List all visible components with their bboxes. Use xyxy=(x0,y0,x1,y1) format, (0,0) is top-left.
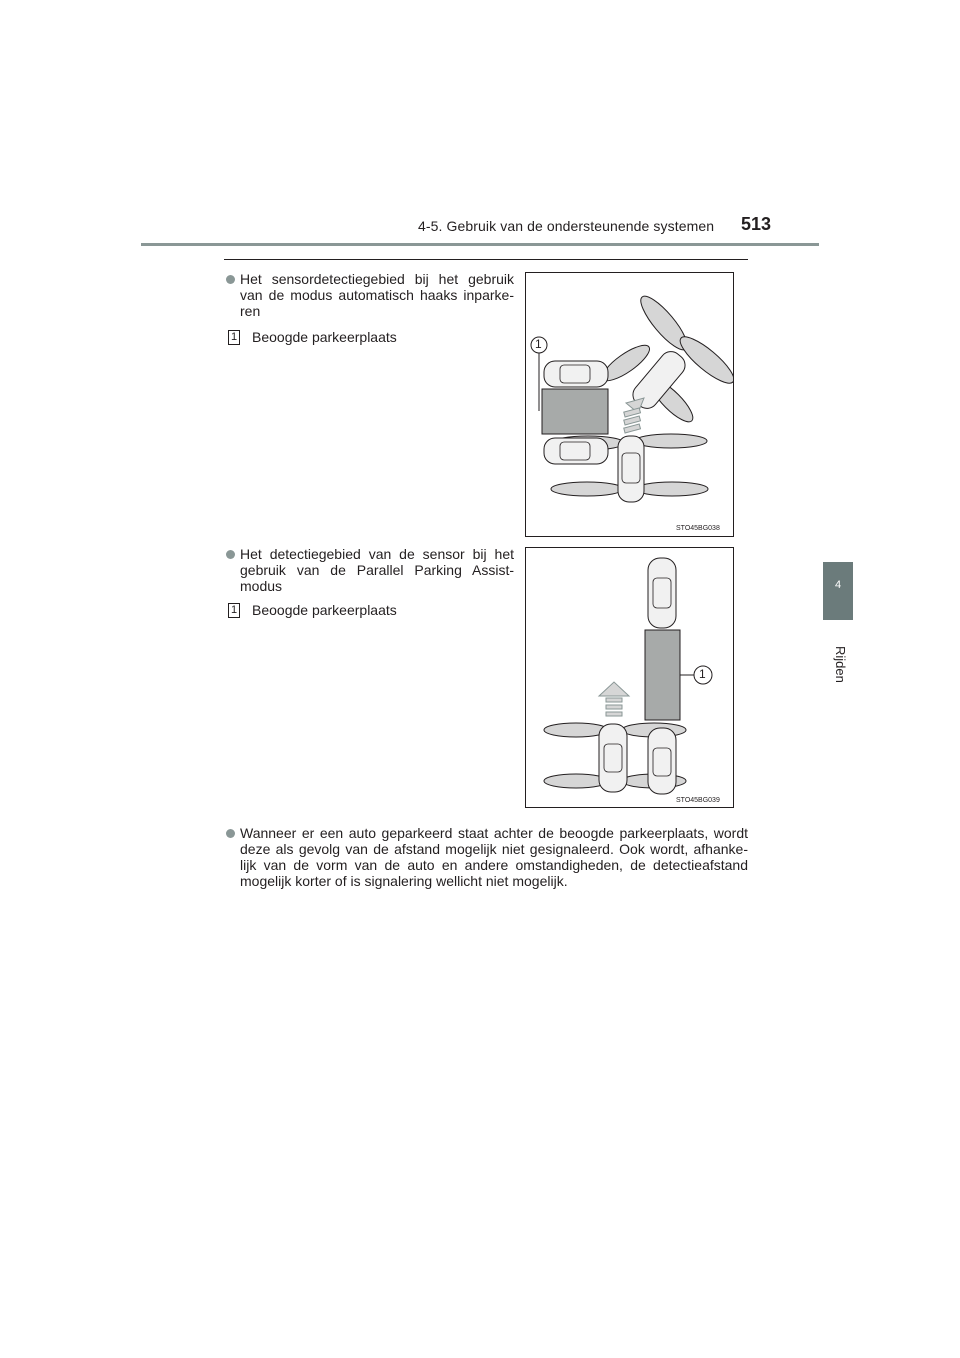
callout-label: Beoogde parkeerplaats xyxy=(252,602,397,618)
callout-number: 1 xyxy=(228,603,240,618)
bullet-icon xyxy=(226,550,235,559)
page-number: 513 xyxy=(741,214,772,234)
block-2-text: Het detectiegebied van de sensor bij het gebruik van de Parallel Parking Assist-modus xyxy=(240,546,514,594)
chapter-tab xyxy=(823,562,853,620)
bullet-icon xyxy=(226,829,235,838)
block-1-text: Het sensordetectiegebied bij het gebruik van de modus automatisch haaks inparke-ren xyxy=(240,271,514,319)
figure-code: STO45BG038 xyxy=(676,525,720,532)
header-rule xyxy=(141,243,819,246)
figure-perpendicular-parking xyxy=(525,272,734,537)
figure-code: STO45BG039 xyxy=(676,797,720,804)
note-text: Wanneer er een auto geparkeerd staat achter de beoogde parkeerplaats, wordt deze als gevolg van de afstand mogelijk niet gesignaleerd. Ook wordt, afhanke-lijk van de vorm van de auto en andere omstandigheden, de detectieafstand mogelijk korter of is signalering wellicht niet mogelijk. xyxy=(240,825,748,889)
figure-parallel-parking xyxy=(525,547,734,808)
callout-label: Beoogde parkeerplaats xyxy=(252,329,397,345)
content-rule xyxy=(224,259,748,260)
figure-label-number: 1 xyxy=(535,337,542,351)
callout-number: 1 xyxy=(228,330,240,345)
chapter-label: Rijden xyxy=(833,646,848,683)
bullet-icon xyxy=(226,275,235,284)
figure-label-number: 1 xyxy=(699,667,706,681)
chapter-number: 4 xyxy=(834,579,842,591)
section-title: 4-5. Gebruik van de ondersteunende systemen xyxy=(418,218,715,234)
